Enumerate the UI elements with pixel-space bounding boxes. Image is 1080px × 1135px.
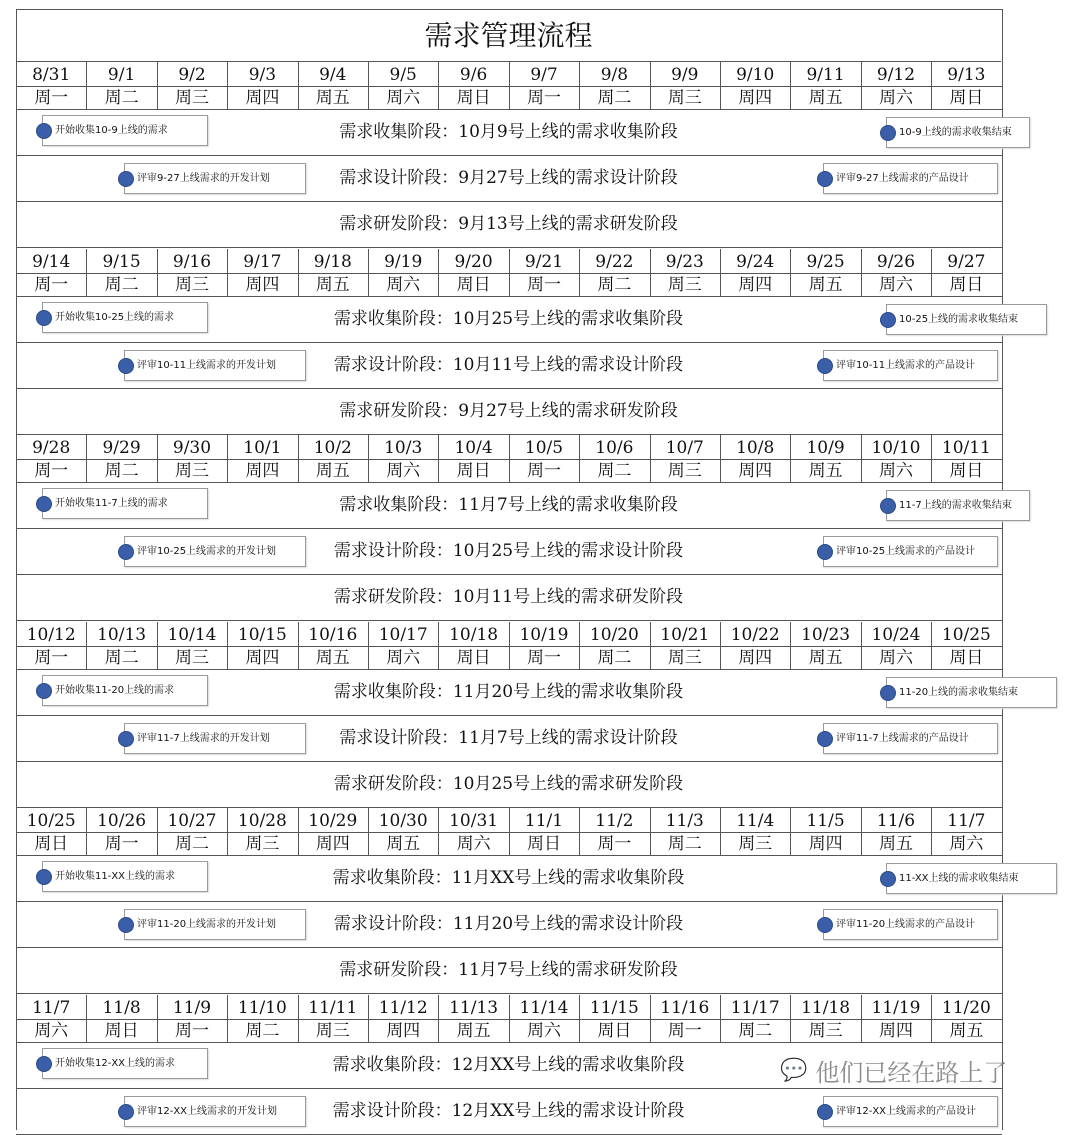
weekday-cell: 周六 (878, 647, 913, 668)
date-cell: 9/29 (102, 438, 141, 459)
date-cell: 11/10 (237, 998, 287, 1018)
weekday-cell: 周一 (597, 834, 632, 855)
weekday-cell: 周一 (526, 88, 561, 108)
row-divider (16, 646, 1002, 647)
weekday-cell: 周四 (245, 647, 280, 668)
date-cell: 9/10 (736, 65, 775, 85)
date-cell: 11/13 (449, 998, 499, 1018)
milestone-dot (118, 1104, 134, 1120)
weekday-cell: 周五 (878, 834, 913, 855)
weekday-cell: 周日 (949, 647, 984, 668)
date-cell: 10/17 (378, 624, 428, 645)
milestone-dot (817, 1104, 833, 1120)
milestone-dot (118, 358, 134, 374)
date-cell: 10/13 (97, 624, 147, 645)
weekday-cell: 周二 (667, 834, 702, 855)
date-cell: 9/25 (806, 251, 845, 272)
dev-stage-label: 需求研发阶段：9月27号上线的需求研发阶段 (339, 400, 678, 421)
date-cell: 11/5 (806, 811, 845, 832)
weekday-cell: 周一 (34, 647, 69, 668)
milestone-dot (36, 1056, 52, 1072)
date-cell: 10/23 (801, 624, 851, 645)
design-end-callout: 评审11-7上线需求的产品设计 (823, 723, 998, 754)
collect-end-callout: 11-XX上线的需求收集结束 (886, 863, 1057, 894)
weekday-cell: 周四 (738, 647, 773, 668)
date-cell: 9/30 (172, 438, 212, 459)
design-stage-label: 需求设计阶段：12月XX号上线的需求设计阶段 (332, 1101, 685, 1121)
weekday-cell: 周六 (526, 1021, 561, 1041)
weekday-cell: 周六 (878, 88, 913, 108)
date-cell: 10/2 (313, 438, 352, 459)
date-cell: 9/12 (876, 65, 916, 85)
date-cell: 11/19 (871, 998, 921, 1018)
weekday-cell: 周一 (667, 1021, 702, 1041)
date-cell: 10/25 (941, 624, 991, 645)
date-cell: 10/31 (449, 811, 499, 832)
weekday-cell: 周二 (104, 647, 139, 668)
design-start-callout: 评审10-11上线需求的开发计划 (124, 350, 306, 381)
weekday-cell: 周三 (174, 88, 209, 108)
date-cell: 10/28 (237, 811, 287, 832)
date-cell: 9/21 (524, 251, 564, 272)
date-cell: 9/3 (248, 65, 277, 85)
row-divider (16, 86, 1002, 87)
milestone-dot (118, 731, 134, 747)
design-stage-label: 需求设计阶段：10月11号上线的需求设计阶段 (333, 354, 684, 375)
weekday-cell: 周五 (808, 647, 843, 668)
dev-stage-label: 需求研发阶段：10月11号上线的需求研发阶段 (333, 587, 684, 608)
weekday-cell: 周六 (386, 461, 421, 482)
weekday-cell: 周二 (174, 834, 209, 855)
collect-start-callout: 开始收集11-XX上线的需求 (42, 861, 208, 892)
weekday-cell: 周三 (245, 834, 280, 855)
date-cell: 10/11 (941, 438, 991, 459)
weekday-cell: 周三 (808, 1021, 843, 1041)
date-cell: 9/15 (102, 251, 141, 272)
weekday-cell: 周日 (949, 461, 984, 482)
collect-start-callout: 开始收集11-7上线的需求 (42, 488, 208, 519)
weekday-cell: 周三 (667, 274, 702, 295)
dev-stage-label: 需求研发阶段：11月7号上线的需求研发阶段 (339, 960, 678, 981)
date-cell: 11/7 (947, 811, 986, 832)
weekday-cell: 周日 (456, 461, 491, 482)
milestone-dot (118, 171, 134, 187)
weekday-cell: 周五 (808, 461, 843, 482)
milestone-dot (36, 683, 52, 699)
date-cell: 10/26 (97, 811, 147, 832)
weekday-cell: 周五 (315, 274, 350, 295)
date-cell: 10/10 (871, 438, 921, 459)
date-cell: 11/7 (32, 998, 71, 1018)
weekday-cell: 周五 (315, 647, 350, 668)
collect-stage-label: 需求收集阶段：10月25号上线的需求收集阶段 (333, 308, 684, 329)
weekday-cell: 周四 (878, 1021, 913, 1041)
weekday-cell: 周一 (34, 461, 69, 482)
weekday-cell: 周四 (738, 274, 773, 295)
design-stage-label: 需求设计阶段：11月20号上线的需求设计阶段 (333, 914, 684, 935)
collect-end-callout: 10-9上线的需求收集结束 (886, 117, 1030, 148)
weekday-cell: 周一 (526, 647, 561, 668)
date-cell: 10/7 (665, 438, 704, 459)
weekday-cell: 周二 (104, 88, 139, 108)
weekday-cell: 周日 (104, 1021, 139, 1041)
date-cell: 10/4 (454, 438, 493, 459)
collect-start-callout: 开始收集12-XX上线的需求 (42, 1048, 208, 1079)
date-cell: 9/22 (595, 251, 634, 272)
date-cell: 11/17 (730, 998, 780, 1018)
date-cell: 10/6 (595, 438, 634, 459)
milestone-dot (36, 310, 52, 326)
weekday-cell: 周三 (667, 461, 702, 482)
design-end-callout: 评审10-25上线需求的产品设计 (823, 536, 998, 567)
weekday-cell: 周五 (949, 1021, 984, 1041)
weekday-cell: 周六 (34, 1021, 69, 1041)
date-cell: 8/31 (32, 65, 71, 85)
milestone-dot (880, 312, 896, 328)
weekday-cell: 周二 (597, 88, 632, 108)
weekday-cell: 周一 (34, 88, 69, 108)
weekday-cell: 周六 (386, 274, 421, 295)
weekday-cell: 周一 (174, 1021, 209, 1041)
weekday-cell: 周四 (738, 88, 773, 108)
weekday-cell: 周日 (456, 274, 491, 295)
date-cell: 9/20 (454, 251, 493, 272)
date-cell: 10/3 (384, 438, 423, 459)
weekday-cell: 周四 (808, 834, 843, 855)
weekday-cell: 周三 (667, 647, 702, 668)
collect-end-callout: 11-7上线的需求收集结束 (886, 490, 1030, 521)
design-end-callout: 评审10-11上线需求的产品设计 (823, 350, 998, 381)
weekday-cell: 周四 (245, 88, 280, 108)
design-end-callout: 评审12-XX上线需求的产品设计 (823, 1096, 998, 1127)
weekday-cell: 周三 (174, 274, 209, 295)
weekday-cell: 周一 (104, 834, 139, 855)
collect-start-callout: 开始收集10-25上线的需求 (42, 302, 208, 333)
date-cell: 10/1 (243, 438, 282, 459)
weekday-cell: 周一 (526, 274, 561, 295)
collect-stage-label: 需求收集阶段：12月XX号上线的需求收集阶段 (332, 1055, 685, 1075)
weekday-cell: 周一 (526, 461, 561, 482)
weekday-cell: 周五 (456, 1021, 491, 1041)
date-cell: 10/20 (589, 624, 639, 645)
date-cell: 9/4 (319, 65, 347, 85)
weekday-cell: 周三 (315, 1021, 350, 1041)
date-cell: 10/8 (736, 438, 775, 459)
dev-stage-label: 需求研发阶段：9月13号上线的需求研发阶段 (339, 214, 678, 234)
weekday-cell: 周六 (386, 647, 421, 668)
weekday-cell: 周三 (667, 88, 702, 108)
date-cell: 11/18 (801, 998, 851, 1018)
date-cell: 11/2 (595, 811, 634, 832)
collect-end-callout: 11-20上线的需求收集结束 (886, 677, 1057, 708)
design-start-callout: 评审11-7上线需求的开发计划 (124, 723, 306, 754)
date-cell: 11/20 (941, 998, 991, 1018)
date-cell: 11/3 (665, 811, 704, 832)
date-cell: 10/9 (806, 438, 845, 459)
page-title: 需求管理流程 (16, 9, 1001, 62)
date-cell: 9/7 (530, 65, 558, 85)
date-cell: 9/6 (459, 65, 488, 85)
weekday-cell: 周六 (386, 88, 421, 108)
date-cell: 10/29 (308, 811, 358, 832)
date-cell: 9/5 (389, 65, 417, 85)
date-cell: 10/30 (378, 811, 428, 832)
date-cell: 11/8 (102, 998, 141, 1018)
row-divider (16, 1019, 1002, 1020)
date-cell: 10/15 (237, 624, 287, 645)
collect-start-callout: 开始收集10-9上线的需求 (42, 115, 208, 146)
dev-stage-label: 需求研发阶段：10月25号上线的需求研发阶段 (333, 773, 684, 794)
design-stage-label: 需求设计阶段：10月25号上线的需求设计阶段 (333, 541, 684, 562)
weekday-cell: 周日 (949, 88, 984, 108)
date-cell: 11/9 (172, 998, 212, 1018)
weekday-cell: 周日 (456, 88, 491, 108)
date-cell: 9/17 (243, 251, 282, 272)
date-cell: 11/12 (378, 998, 428, 1018)
wechat-icon: 💬 (780, 1057, 808, 1083)
milestone-dot (817, 171, 833, 187)
date-cell: 10/5 (524, 438, 564, 459)
weekday-cell: 周五 (386, 834, 421, 855)
row-divider (16, 273, 1002, 274)
weekday-cell: 周二 (597, 461, 632, 482)
weekday-cell: 周四 (738, 461, 773, 482)
weekday-cell: 周二 (597, 647, 632, 668)
design-start-callout: 评审11-20上线需求的开发计划 (124, 909, 306, 940)
weekday-cell: 周四 (315, 834, 350, 855)
date-cell: 9/9 (671, 65, 699, 85)
date-cell: 10/18 (449, 624, 499, 645)
date-cell: 10/21 (660, 624, 710, 645)
collect-stage-label: 需求收集阶段：10月9号上线的需求收集阶段 (339, 122, 678, 142)
date-cell: 9/19 (384, 251, 423, 272)
collect-stage-label: 需求收集阶段：11月7号上线的需求收集阶段 (339, 495, 678, 516)
date-cell: 9/14 (32, 251, 71, 272)
collect-end-callout: 10-25上线的需求收集结束 (886, 304, 1047, 335)
weekday-cell: 周日 (456, 647, 491, 668)
design-start-callout: 评审9-27上线需求的开发计划 (124, 163, 306, 194)
date-cell: 10/25 (26, 811, 76, 832)
row-divider (16, 459, 1002, 460)
weekday-cell: 周四 (245, 274, 280, 295)
weekday-cell: 周三 (174, 461, 209, 482)
date-cell: 11/4 (736, 811, 775, 832)
weekday-cell: 周五 (808, 274, 843, 295)
design-start-callout: 评审10-25上线需求的开发计划 (124, 536, 306, 567)
weekday-cell: 周六 (878, 461, 913, 482)
date-cell: 9/27 (947, 251, 986, 272)
date-cell: 10/22 (730, 624, 780, 645)
watermark-text: 他们已经在路上了 (815, 1058, 1008, 1087)
date-cell: 11/16 (660, 998, 710, 1018)
weekday-cell: 周二 (738, 1021, 773, 1041)
date-cell: 9/13 (947, 65, 986, 85)
date-cell: 9/1 (107, 65, 136, 85)
date-cell: 10/12 (26, 624, 76, 645)
design-start-callout: 评审12-XX上线需求的开发计划 (124, 1096, 306, 1127)
milestone-dot (817, 731, 833, 747)
design-end-callout: 评审9-27上线需求的产品设计 (823, 163, 998, 194)
date-cell: 9/16 (172, 251, 212, 272)
date-cell: 9/18 (313, 251, 352, 272)
date-cell: 9/26 (876, 251, 916, 272)
date-cell: 11/1 (524, 811, 564, 832)
weekday-cell: 周五 (808, 88, 843, 108)
weekday-cell: 周六 (949, 834, 984, 855)
collect-stage-label: 需求收集阶段：11月XX号上线的需求收集阶段 (332, 868, 685, 889)
weekday-cell: 周四 (386, 1021, 421, 1041)
design-end-callout: 评审11-20上线需求的产品设计 (823, 909, 998, 940)
weekday-cell: 周六 (456, 834, 491, 855)
date-cell: 9/8 (600, 65, 629, 85)
design-stage-label: 需求设计阶段：9月27号上线的需求设计阶段 (339, 168, 678, 188)
weekday-cell: 周日 (526, 834, 561, 855)
milestone-dot (880, 125, 896, 141)
date-cell: 11/11 (308, 998, 358, 1018)
date-cell: 9/28 (32, 438, 71, 459)
date-cell: 11/14 (519, 998, 569, 1018)
weekday-cell: 周二 (104, 274, 139, 295)
row-divider (16, 832, 1002, 833)
collect-stage-label: 需求收集阶段：11月20号上线的需求收集阶段 (333, 681, 684, 702)
date-cell: 10/24 (871, 624, 921, 645)
date-cell: 9/2 (178, 65, 206, 85)
weekday-cell: 周三 (174, 647, 209, 668)
weekday-cell: 周二 (104, 461, 139, 482)
weekday-cell: 周一 (34, 274, 69, 295)
date-cell: 9/23 (665, 251, 704, 272)
date-cell: 10/19 (519, 624, 569, 645)
date-cell: 10/27 (167, 811, 217, 832)
weekday-cell: 周五 (315, 88, 350, 108)
weekday-cell: 周日 (34, 834, 69, 855)
weekday-cell: 周三 (738, 834, 773, 855)
date-cell: 11/15 (589, 998, 639, 1018)
weekday-cell: 周四 (245, 461, 280, 482)
watermark (780, 1050, 1070, 1090)
date-cell: 9/24 (736, 251, 775, 272)
date-cell: 10/16 (308, 624, 358, 645)
weekday-cell: 周日 (597, 1021, 632, 1041)
weekday-cell: 周五 (315, 461, 350, 482)
date-cell: 11/6 (876, 811, 916, 832)
milestone-dot (880, 685, 896, 701)
date-cell: 9/11 (806, 65, 845, 85)
milestone-dot (817, 358, 833, 374)
design-stage-label: 需求设计阶段：11月7号上线的需求设计阶段 (339, 727, 678, 748)
date-cell: 10/14 (167, 624, 217, 645)
milestone-dot (36, 123, 52, 139)
weekday-cell: 周二 (597, 274, 632, 295)
weekday-cell: 周日 (949, 274, 984, 295)
weekday-cell: 周二 (245, 1021, 280, 1041)
collect-start-callout: 开始收集11-20上线的需求 (42, 675, 208, 706)
weekday-cell: 周六 (878, 274, 913, 295)
